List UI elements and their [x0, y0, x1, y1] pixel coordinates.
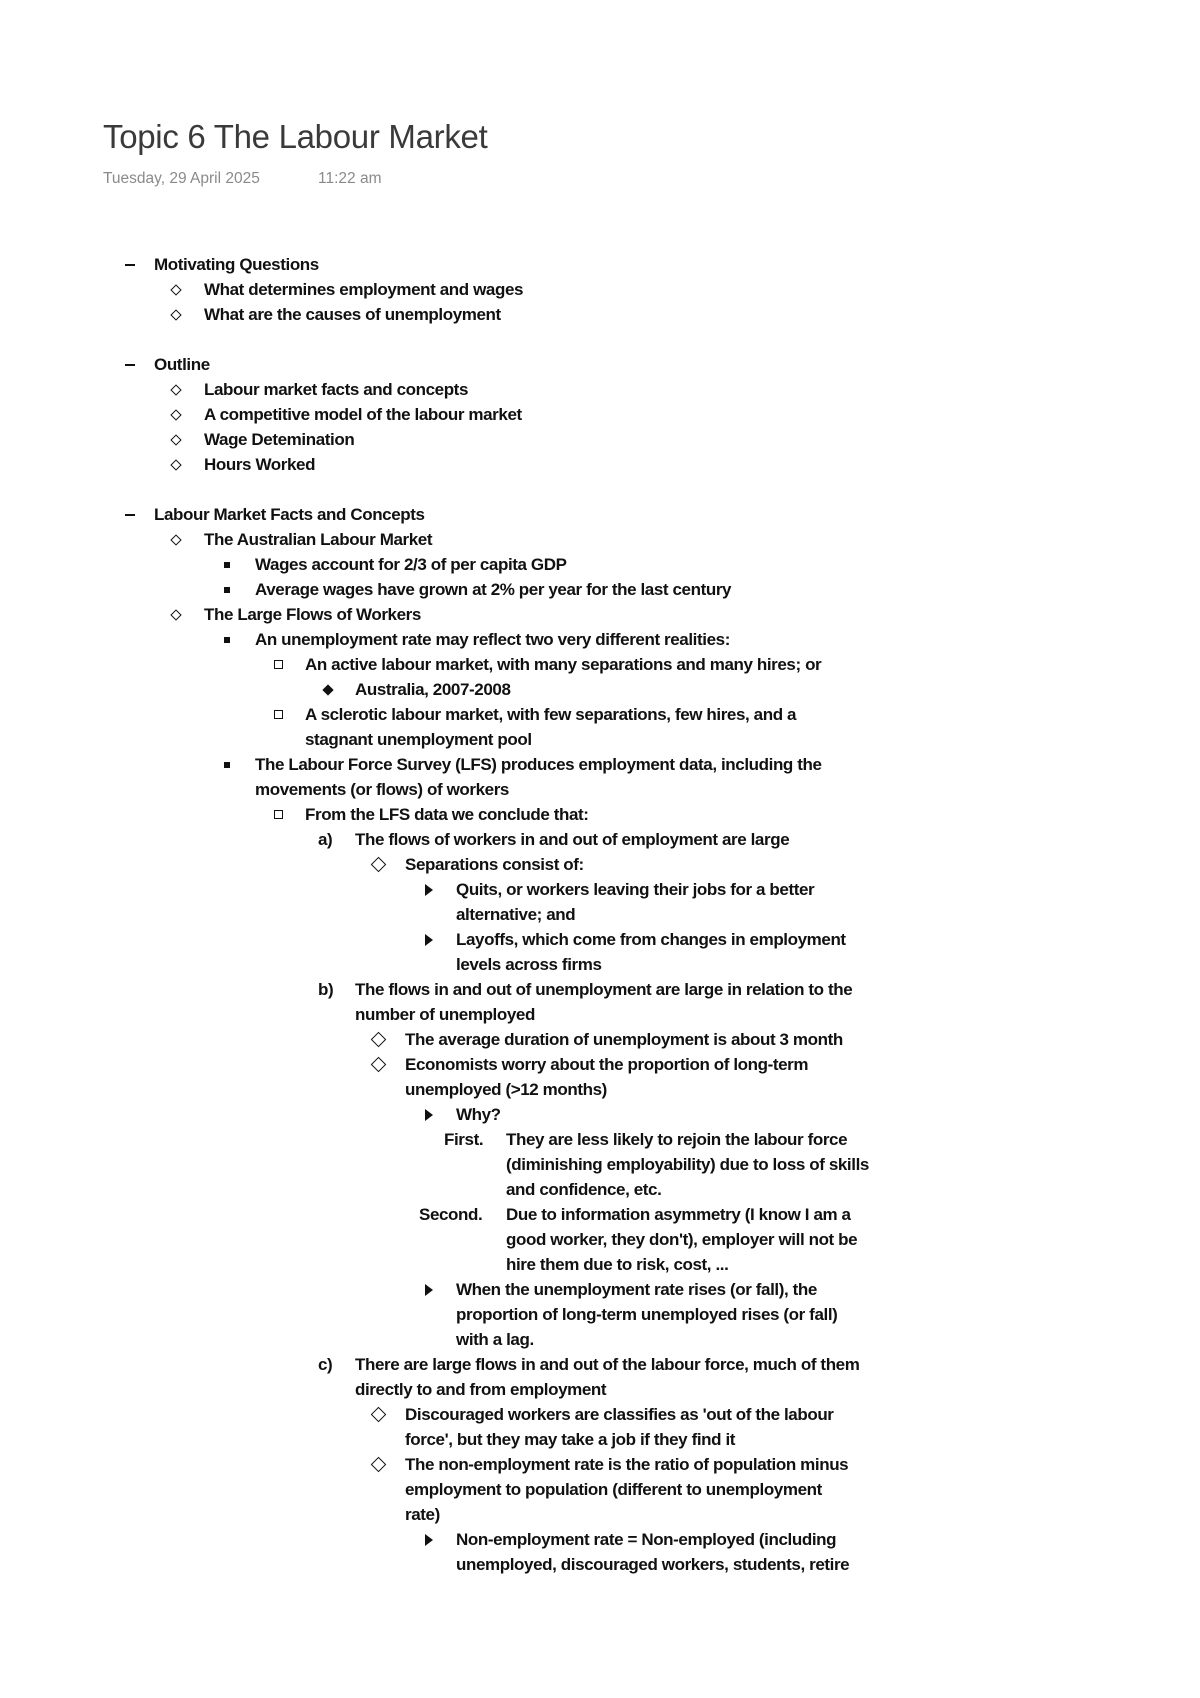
square-bullet	[217, 552, 237, 577]
list-item: What determines employment and wages	[0, 277, 1200, 302]
hollow-square-bullet	[268, 652, 288, 677]
list-item: Motivating Questions	[0, 252, 1200, 277]
list-item-continuation: movements (or flows) of workers	[255, 780, 509, 799]
note-date: Tuesday, 29 April 2025	[103, 170, 260, 187]
list-item: a) The flows of workers in and out of employment are large	[0, 827, 1200, 852]
open-diamond-bullet	[166, 452, 186, 477]
open-diamond-bullet	[368, 1452, 388, 1477]
list-label: First.	[444, 1130, 484, 1149]
list-item: Labour Market Facts and Concepts	[0, 502, 1200, 527]
arrow-bullet	[419, 1527, 439, 1552]
list-item: Labour market facts and concepts	[0, 377, 1200, 402]
open-diamond-bullet	[166, 402, 186, 427]
arrow-bullet	[419, 877, 439, 902]
list-item: The Large Flows of Workers	[0, 602, 1200, 627]
open-diamond-bullet	[166, 527, 186, 552]
list-item: Hours Worked	[0, 452, 1200, 477]
list-label: Second.	[419, 1205, 483, 1224]
list-item: Economists worry about the proportion of long-term	[0, 1052, 1200, 1077]
list-item-continuation: (diminishing employability) due to loss of skills	[506, 1155, 869, 1174]
list-item: First. They are less likely to rejoin the labour force	[0, 1127, 1200, 1152]
list-item: When the unemployment rate rises (or fall), the	[0, 1277, 1200, 1302]
list-item: Layoffs, which come from changes in employment	[0, 927, 1200, 952]
list-item: Wages account for 2/3 of per capita GDP	[0, 552, 1200, 577]
open-diamond-bullet	[166, 427, 186, 452]
list-item: A sclerotic labour market, with few separations, few hires, and a	[0, 702, 1200, 727]
list-label: a)	[318, 830, 333, 849]
list-item-continuation: levels across firms	[456, 955, 602, 974]
arrow-bullet	[419, 1102, 439, 1127]
list-item: Australia, 2007-2008	[0, 677, 1200, 702]
list-item: Outline	[0, 352, 1200, 377]
list-item: Separations consist of:	[0, 852, 1200, 877]
list-item-continuation: directly to and from employment	[355, 1380, 607, 1399]
list-item: Average wages have grown at 2% per year for the last century	[0, 577, 1200, 602]
list-item: c) There are large flows in and out of the labour force, much of them	[0, 1352, 1200, 1377]
open-diamond-bullet	[166, 377, 186, 402]
arrow-bullet	[419, 1277, 439, 1302]
list-item: Wage Detemination	[0, 427, 1200, 452]
list-item-continuation: force', but they may take a job if they find it	[405, 1430, 736, 1449]
list-item-continuation: rate)	[405, 1505, 440, 1524]
list-item: An unemployment rate may reflect two very different realities:	[0, 627, 1200, 652]
list-item-continuation: alternative; and	[456, 905, 576, 924]
list-item-continuation: employment to population (different to unemployment	[405, 1480, 822, 1499]
list-item-continuation: unemployed, discouraged workers, students, retire	[456, 1555, 850, 1574]
arrow-bullet	[419, 927, 439, 952]
list-item-continuation: hire them due to risk, cost, ...	[506, 1255, 729, 1274]
square-bullet	[217, 627, 237, 652]
list-item: From the LFS data we conclude that:	[0, 802, 1200, 827]
list-label: c)	[318, 1355, 333, 1374]
list-item: Discouraged workers are classifies as 'out of the labour	[0, 1402, 1200, 1427]
filled-diamond-bullet	[318, 677, 338, 702]
list-item-continuation: number of unemployed	[355, 1005, 535, 1024]
list-item: A competitive model of the labour market	[0, 402, 1200, 427]
list-item: The Australian Labour Market	[0, 527, 1200, 552]
dash-bullet	[120, 502, 140, 527]
list-item: The average duration of unemployment is about 3 month	[0, 1027, 1200, 1052]
list-item: Non-employment rate = Non-employed (including	[0, 1527, 1200, 1552]
list-item: Second. Due to information asymmetry (I know I am a	[0, 1202, 1200, 1227]
open-diamond-bullet	[368, 852, 388, 877]
list-item-continuation: unemployed (>12 months)	[405, 1080, 607, 1099]
list-label: b)	[318, 980, 334, 999]
open-diamond-bullet	[166, 277, 186, 302]
list-item: The non-employment rate is the ratio of population minus	[0, 1452, 1200, 1477]
list-item-continuation: stagnant unemployment pool	[305, 730, 532, 749]
dash-bullet	[120, 252, 140, 277]
hollow-square-bullet	[268, 702, 288, 727]
open-diamond-bullet	[368, 1052, 388, 1077]
open-diamond-bullet	[166, 602, 186, 627]
hollow-square-bullet	[268, 802, 288, 827]
list-item: Why?	[0, 1102, 1200, 1127]
list-item-continuation: and confidence, etc.	[506, 1180, 662, 1199]
square-bullet	[217, 577, 237, 602]
list-item: Quits, or workers leaving their jobs for a better	[0, 877, 1200, 902]
list-item-continuation: good worker, they don't), employer will not be	[506, 1230, 858, 1249]
open-diamond-bullet	[166, 302, 186, 327]
page-title: Topic 6 The Labour Market	[103, 118, 488, 155]
list-item-continuation: with a lag.	[456, 1330, 534, 1349]
note-time: 11:22 am	[318, 170, 382, 187]
list-item: An active labour market, with many separations and many hires; or	[0, 652, 1200, 677]
square-bullet	[217, 752, 237, 777]
list-item-continuation: proportion of long-term unemployed rises (or fall)	[456, 1305, 838, 1324]
list-item: b) The flows in and out of unemployment are large in relation to the	[0, 977, 1200, 1002]
dash-bullet	[120, 352, 140, 377]
open-diamond-bullet	[368, 1402, 388, 1427]
list-item: What are the causes of unemployment	[0, 302, 1200, 327]
list-item: The Labour Force Survey (LFS) produces employment data, including the	[0, 752, 1200, 777]
open-diamond-bullet	[368, 1027, 388, 1052]
